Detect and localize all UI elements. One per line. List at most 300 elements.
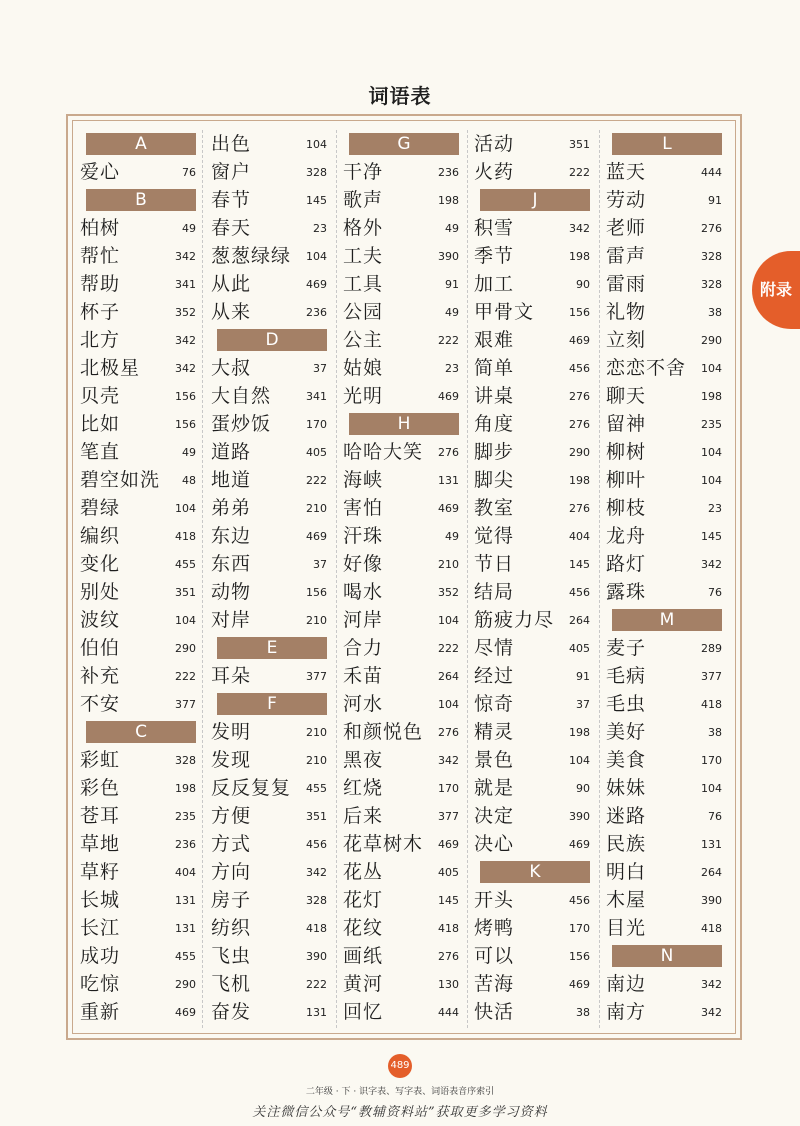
word-page-number: 290	[174, 970, 196, 1000]
word-page-number: 276	[700, 214, 722, 244]
word-text: 弟弟	[211, 497, 252, 519]
word-text: 爱心	[80, 161, 121, 183]
word-page-number: 104	[700, 354, 722, 384]
word-page-number: 456	[305, 830, 327, 860]
word-page-number: 342	[700, 970, 722, 1000]
word-entry	[343, 382, 459, 410]
word-page-number: 145	[700, 522, 722, 552]
word-entry	[211, 802, 327, 830]
letter-header-n: N	[612, 945, 722, 967]
word-text: 柏树	[80, 217, 121, 239]
word-page-number: 104	[305, 242, 327, 272]
word-page-number: 91	[707, 186, 722, 216]
word-page-number: 404	[174, 858, 196, 888]
appendix-side-tab[interactable]	[752, 251, 800, 329]
word-entry	[211, 466, 327, 494]
word-text: 春节	[211, 189, 252, 211]
word-text: 补充	[80, 665, 121, 687]
word-entry	[606, 746, 722, 774]
word-column-3	[343, 130, 459, 1026]
word-entry	[80, 886, 196, 914]
word-page-number: 341	[174, 270, 196, 300]
word-entry	[606, 158, 722, 186]
word-text: 妹妹	[606, 777, 647, 799]
word-text: 哈哈大笑	[343, 441, 424, 463]
word-page-number: 236	[174, 830, 196, 860]
word-text: 东边	[211, 525, 252, 547]
word-page-number: 276	[568, 494, 590, 524]
letter-header-m: M	[612, 609, 722, 631]
word-page-number: 23	[444, 354, 459, 384]
word-entry	[343, 522, 459, 550]
word-page-number: 235	[700, 410, 722, 440]
word-text: 贝壳	[80, 385, 121, 407]
word-text: 美好	[606, 721, 647, 743]
word-page-number: 156	[305, 578, 327, 608]
word-page-number: 156	[174, 382, 196, 412]
word-entry	[80, 158, 196, 186]
word-text: 觉得	[474, 525, 515, 547]
word-text: 柳枝	[606, 497, 647, 519]
column-divider	[336, 130, 337, 1028]
word-page-number: 328	[305, 158, 327, 188]
word-entry	[343, 298, 459, 326]
word-page-number: 276	[568, 410, 590, 440]
word-entry	[606, 270, 722, 298]
word-text: 帮忙	[80, 245, 121, 267]
word-text: 木屋	[606, 889, 647, 911]
word-page-number: 104	[700, 466, 722, 496]
word-page-number: 38	[575, 998, 590, 1028]
word-page-number: 351	[174, 578, 196, 608]
letter-header-j: J	[480, 189, 590, 211]
word-page-number: 352	[437, 578, 459, 608]
word-page-number: 37	[575, 690, 590, 720]
word-text: 柳叶	[606, 469, 647, 491]
word-text: 窗户	[211, 161, 252, 183]
word-entry	[606, 998, 722, 1026]
word-entry	[211, 410, 327, 438]
word-entry	[474, 354, 590, 382]
word-text: 碧绿	[80, 497, 121, 519]
word-entry	[606, 690, 722, 718]
word-page-number: 444	[437, 998, 459, 1028]
word-page-number: 210	[305, 606, 327, 636]
word-entry	[474, 494, 590, 522]
word-text: 季节	[474, 245, 515, 267]
word-text: 比如	[80, 413, 121, 435]
word-page-number: 222	[437, 326, 459, 356]
word-text: 花灯	[343, 889, 384, 911]
word-text: 成功	[80, 945, 121, 967]
word-entry	[606, 662, 722, 690]
word-page-number: 342	[700, 998, 722, 1028]
word-text: 教室	[474, 497, 515, 519]
footer-promo: 关注微信公众号“教辅资料站”获取更多学习资料	[252, 1105, 548, 1120]
word-entry	[343, 718, 459, 746]
word-text: 合力	[343, 637, 384, 659]
column-divider	[599, 130, 600, 1028]
word-text: 开头	[474, 889, 515, 911]
word-entry	[343, 914, 459, 942]
word-entry	[80, 690, 196, 718]
word-entry	[343, 466, 459, 494]
word-entry	[211, 550, 327, 578]
word-text: 美食	[606, 749, 647, 771]
word-text: 后来	[343, 805, 384, 827]
word-page-number: 276	[437, 438, 459, 468]
word-entry	[80, 438, 196, 466]
word-page-number: 352	[174, 298, 196, 328]
word-text: 恋恋不舍	[606, 357, 687, 379]
word-page-number: 351	[568, 130, 590, 160]
word-text: 聊天	[606, 385, 647, 407]
word-page-number: 390	[700, 886, 722, 916]
word-page-number: 198	[437, 186, 459, 216]
appendix-tab-label: 附录	[759, 280, 792, 299]
word-text: 柳树	[606, 441, 647, 463]
word-page-number: 290	[700, 326, 722, 356]
word-entry	[474, 326, 590, 354]
word-entry	[606, 242, 722, 270]
word-entry	[606, 354, 722, 382]
word-entry	[211, 298, 327, 326]
word-page-number: 49	[444, 214, 459, 244]
footer-caption: 二年级 · 下 · 识字表、写字表、词语表音序索引	[305, 1087, 495, 1097]
word-entry	[80, 466, 196, 494]
word-page-number: 342	[568, 214, 590, 244]
word-page-number: 390	[305, 942, 327, 972]
letter-header-l: L	[612, 133, 722, 155]
word-entry	[343, 242, 459, 270]
word-text: 可以	[474, 945, 515, 967]
word-text: 格外	[343, 217, 384, 239]
word-text: 春天	[211, 217, 252, 239]
word-entry	[343, 858, 459, 886]
word-entry	[80, 970, 196, 998]
word-page-number: 49	[444, 298, 459, 328]
word-text: 动物	[211, 581, 252, 603]
word-entry	[80, 354, 196, 382]
word-page-number: 90	[575, 774, 590, 804]
word-text: 蛋炒饭	[211, 413, 272, 435]
word-entry	[80, 550, 196, 578]
word-entry	[474, 130, 590, 158]
word-entry	[343, 634, 459, 662]
word-entry	[211, 746, 327, 774]
word-text: 甲骨文	[474, 301, 535, 323]
word-text: 明白	[606, 861, 647, 883]
word-entry	[211, 970, 327, 998]
word-page-number: 456	[568, 886, 590, 916]
word-entry	[343, 774, 459, 802]
word-text: 编织	[80, 525, 121, 547]
word-text: 东西	[211, 553, 252, 575]
word-entry	[343, 494, 459, 522]
word-text: 积雪	[474, 217, 515, 239]
word-page-number: 222	[305, 970, 327, 1000]
word-entry	[80, 830, 196, 858]
word-page-number: 351	[305, 802, 327, 832]
word-entry	[80, 746, 196, 774]
word-entry	[343, 690, 459, 718]
word-page-number: 289	[700, 634, 722, 664]
word-entry	[80, 326, 196, 354]
word-page-number: 276	[568, 382, 590, 412]
word-entry	[343, 186, 459, 214]
word-entry	[606, 466, 722, 494]
word-text: 飞虫	[211, 945, 252, 967]
word-entry	[606, 522, 722, 550]
word-entry	[474, 466, 590, 494]
word-page-number: 170	[305, 410, 327, 440]
word-text: 别处	[80, 581, 121, 603]
word-text: 和颜悦色	[343, 721, 424, 743]
word-page-number: 469	[305, 270, 327, 300]
word-page-number: 377	[305, 662, 327, 692]
word-page-number: 264	[568, 606, 590, 636]
word-entry	[80, 774, 196, 802]
word-page-number: 469	[568, 830, 590, 860]
word-page-number: 469	[568, 326, 590, 356]
word-page-number: 38	[707, 298, 722, 328]
word-entry	[606, 578, 722, 606]
word-entry	[606, 550, 722, 578]
word-page-number: 104	[700, 438, 722, 468]
word-page-number: 444	[700, 158, 722, 188]
word-text: 变化	[80, 553, 121, 575]
word-text: 笔直	[80, 441, 121, 463]
word-text: 草地	[80, 833, 121, 855]
word-page-number: 328	[305, 886, 327, 916]
word-text: 帮助	[80, 273, 121, 295]
word-page-number: 38	[707, 718, 722, 748]
word-column-4	[474, 130, 590, 1026]
word-page-number: 210	[437, 550, 459, 580]
word-entry	[474, 662, 590, 690]
word-page-number: 342	[174, 242, 196, 272]
word-text: 精灵	[474, 721, 515, 743]
word-entry	[474, 242, 590, 270]
word-entry	[474, 886, 590, 914]
word-entry	[211, 914, 327, 942]
word-page-number: 222	[437, 634, 459, 664]
word-text: 河水	[343, 693, 384, 715]
word-page-number: 198	[568, 242, 590, 272]
word-text: 迷路	[606, 805, 647, 827]
word-text: 节日	[474, 553, 515, 575]
word-entry	[474, 746, 590, 774]
word-text: 脚步	[474, 441, 515, 463]
word-page-number: 390	[437, 242, 459, 272]
word-page-number: 156	[568, 298, 590, 328]
column-divider	[202, 130, 203, 1028]
word-entry	[343, 746, 459, 774]
word-entry	[343, 578, 459, 606]
word-entry	[80, 802, 196, 830]
word-text: 筋疲力尽	[474, 609, 555, 631]
word-entry	[474, 970, 590, 998]
word-entry	[211, 214, 327, 242]
word-text: 快活	[474, 1001, 515, 1023]
word-page-number: 156	[568, 942, 590, 972]
word-page-number: 37	[312, 550, 327, 580]
word-entry	[474, 410, 590, 438]
word-page-number: 469	[568, 970, 590, 1000]
word-entry	[80, 298, 196, 326]
word-entry	[343, 550, 459, 578]
word-page-number: 104	[700, 774, 722, 804]
word-page-number: 23	[707, 494, 722, 524]
word-text: 禾苗	[343, 665, 384, 687]
letter-header-b: B	[86, 189, 196, 211]
word-page-number: 418	[305, 914, 327, 944]
word-entry	[343, 998, 459, 1026]
word-text: 海峡	[343, 469, 384, 491]
word-entry	[80, 662, 196, 690]
word-entry	[211, 438, 327, 466]
word-text: 龙舟	[606, 525, 647, 547]
word-entry	[80, 242, 196, 270]
word-page-number: 469	[174, 998, 196, 1028]
word-entry	[211, 382, 327, 410]
word-page-number: 469	[305, 522, 327, 552]
word-page-number: 456	[568, 578, 590, 608]
word-page-number: 104	[174, 494, 196, 524]
word-page-number: 104	[174, 606, 196, 636]
word-page-number: 104	[437, 690, 459, 720]
word-text: 大自然	[211, 385, 272, 407]
word-page-number: 222	[174, 662, 196, 692]
word-page-number: 342	[305, 858, 327, 888]
word-entry	[343, 438, 459, 466]
word-text: 经过	[474, 665, 515, 687]
word-text: 花草树木	[343, 833, 424, 855]
word-entry	[343, 830, 459, 858]
word-page-number: 328	[700, 270, 722, 300]
word-text: 雷声	[606, 245, 647, 267]
word-entry	[211, 774, 327, 802]
word-page-number: 276	[437, 942, 459, 972]
word-entry	[211, 662, 327, 690]
word-text: 出色	[211, 133, 252, 155]
word-entry	[80, 942, 196, 970]
word-page-number: 131	[437, 466, 459, 496]
word-text: 艰难	[474, 329, 515, 351]
word-text: 加工	[474, 273, 515, 295]
word-entry	[474, 270, 590, 298]
word-page-number: 328	[700, 242, 722, 272]
word-text: 毛病	[606, 665, 647, 687]
word-text: 方便	[211, 805, 252, 827]
word-page-number: 145	[437, 886, 459, 916]
word-page-number: 418	[174, 522, 196, 552]
word-text: 公主	[343, 329, 384, 351]
word-entry	[474, 606, 590, 634]
word-text: 从此	[211, 273, 252, 295]
word-text: 南边	[606, 973, 647, 995]
word-entry	[211, 158, 327, 186]
word-page-number: 342	[174, 354, 196, 384]
word-page-number: 37	[312, 354, 327, 384]
word-entry	[474, 578, 590, 606]
word-text: 葱葱绿绿	[211, 245, 292, 267]
word-text: 回忆	[343, 1001, 384, 1023]
page-title: 词语表	[368, 84, 432, 108]
word-entry	[606, 774, 722, 802]
word-text: 飞机	[211, 973, 252, 995]
word-entry	[474, 718, 590, 746]
word-entry	[211, 830, 327, 858]
word-entry	[606, 858, 722, 886]
word-text: 干净	[343, 161, 384, 183]
word-entry	[606, 382, 722, 410]
word-text: 长城	[80, 889, 121, 911]
word-entry	[343, 886, 459, 914]
word-text: 民族	[606, 833, 647, 855]
word-entry	[80, 410, 196, 438]
word-page-number: 49	[444, 522, 459, 552]
word-entry	[211, 270, 327, 298]
word-entry	[211, 606, 327, 634]
word-entry	[211, 242, 327, 270]
word-page-number: 404	[568, 522, 590, 552]
word-text: 地道	[211, 469, 252, 491]
word-text: 对岸	[211, 609, 252, 631]
word-entry	[606, 802, 722, 830]
word-entry	[474, 158, 590, 186]
word-entry	[80, 382, 196, 410]
word-page-number: 455	[305, 774, 327, 804]
word-text: 劳动	[606, 189, 647, 211]
word-entry	[211, 354, 327, 382]
word-text: 留神	[606, 413, 647, 435]
word-text: 黄河	[343, 973, 384, 995]
word-entry	[474, 214, 590, 242]
letter-header-d: D	[217, 329, 327, 351]
word-entry	[474, 438, 590, 466]
word-entry	[606, 718, 722, 746]
word-column-1	[80, 130, 196, 1026]
word-text: 简单	[474, 357, 515, 379]
word-text: 露珠	[606, 581, 647, 603]
word-entry	[343, 158, 459, 186]
word-text: 吃惊	[80, 973, 121, 995]
word-text: 歌声	[343, 189, 384, 211]
word-entry	[80, 494, 196, 522]
word-page-number: 469	[437, 830, 459, 860]
word-text: 花纹	[343, 917, 384, 939]
word-text: 发明	[211, 721, 252, 743]
word-text: 麦子	[606, 637, 647, 659]
word-text: 北方	[80, 329, 121, 351]
word-column-2	[211, 130, 327, 1026]
word-page-number: 198	[568, 718, 590, 748]
word-text: 好像	[343, 553, 384, 575]
word-text: 纺织	[211, 917, 252, 939]
word-text: 黑夜	[343, 749, 384, 771]
word-entry	[343, 354, 459, 382]
word-page-number: 455	[174, 550, 196, 580]
word-entry	[80, 578, 196, 606]
word-page-number: 377	[437, 802, 459, 832]
word-text: 景色	[474, 749, 515, 771]
word-entry	[211, 130, 327, 158]
word-text: 北极星	[80, 357, 141, 379]
word-entry	[474, 942, 590, 970]
word-text: 结局	[474, 581, 515, 603]
word-entry	[211, 578, 327, 606]
